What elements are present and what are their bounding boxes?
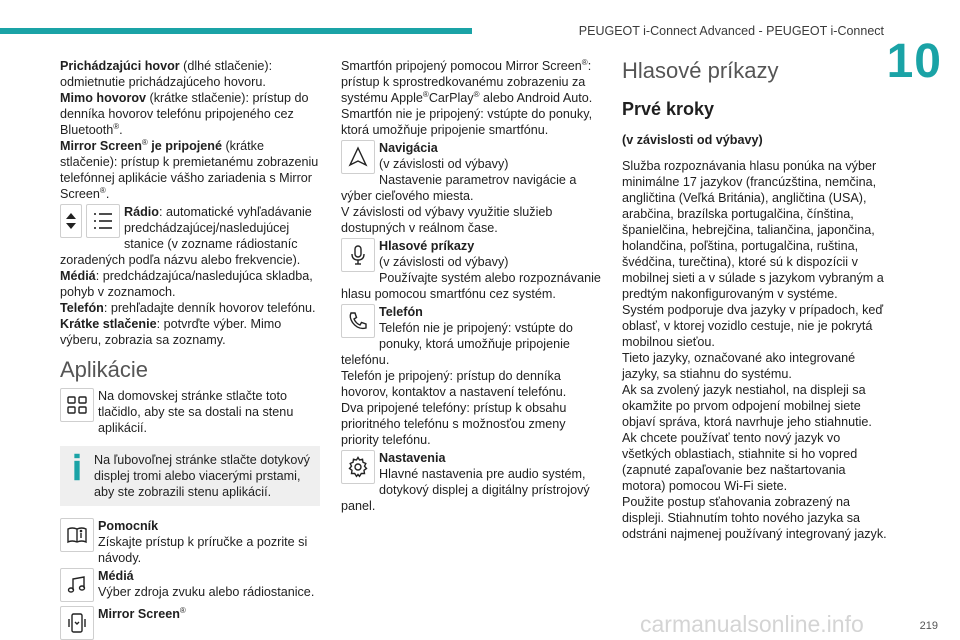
equipment-note: (v závislosti od výbavy): [622, 133, 763, 147]
info-note: Na ľubovoľnej stránke stlačte dotykový displej tromi alebo viacerými prstami, aby ste zobrazili stenu aplikácií.: [60, 446, 320, 506]
section-title-voice: Hlasové príkazy: [622, 58, 779, 83]
microphone-icon: [341, 238, 375, 272]
list-icon: [86, 204, 120, 238]
column-middle: [341, 58, 603, 514]
apps-grid-icon: [60, 388, 94, 422]
column-right: [622, 58, 892, 542]
settings-item: Nastavenia Hlavné nastavenia pre audio systém, dotykový displej a digitálny prístrojový panel.: [341, 451, 590, 513]
paragraph-phone: Telefón: prehľadajte denník hovorov telefónu.: [60, 301, 316, 315]
paragraph-mirror-connected: Mirror Screen® je pripojené (krátke stlačenie): prístup k premietanému zobrazeniu telefónnej aplikácie vášho zariadenia s Mirror Screen®.: [60, 137, 319, 201]
paragraph-incoming-call: Prichádzajúci hovor (dlhé stlačenie): odmietnutie prichádzajúceho hovoru.: [60, 59, 273, 89]
help-book-icon: [60, 518, 94, 552]
section-title-apps: Aplikácie: [60, 357, 149, 382]
gear-icon: [341, 450, 375, 484]
watermark: carmanualsonline.info: [640, 611, 864, 637]
mirror-screen-item: Mirror Screen®: [60, 606, 320, 622]
paragraph-mirror-not-connected: Smartfón nie je pripojený: vstúpte do ponuky, ktorá umožňuje pripojenie smartfónu.: [341, 107, 593, 137]
paragraph-integrated: Tieto jazyky, označované ako integrované jazyky, sa stiahnu do systému.: [622, 351, 856, 381]
paragraph-wifi: Ak chcete používať tento nový jazyk vo všetkých oblastiach, stiahnite si ho vopred (zapnuté zapaľovanie bez naštartovania motora) pomocou Wi-Fi siete.: [622, 431, 858, 493]
paragraph-media: Médiá: predchádzajúca/nasledujúca skladba, pohyb v zoznamoch.: [60, 269, 313, 299]
column-left: [60, 58, 320, 640]
phone-handset-icon: [341, 304, 375, 338]
help-item: Pomocník Získajte prístup k príručke a pozrite si návody.: [60, 518, 320, 566]
paragraph-mirror-connected-phone: Smartfón pripojený pomocou Mirror Screen®: prístup k sprostredkovanému zobrazeniu za systému Apple®CarPlay® alebo Android Auto.: [341, 57, 593, 105]
chapter-number: 10: [886, 35, 942, 88]
paragraph-no-call: Mimo hovorov (krátke stlačenie): prístup do denníka hovorov telefónu pripojeného cez Bluetooth®.: [60, 91, 309, 137]
up-down-arrows-icon: [60, 204, 82, 238]
info-icon: [66, 452, 88, 486]
navigation-arrow-icon: [341, 140, 375, 174]
mirror-screen-icon: [60, 606, 94, 640]
radio-item: Rádio: automatické vyhľadávanie predchádzajúcej/nasledujúcej stanice (v zozname rádiostaníc zoradených podľa názvu alebo frekvencie).: [60, 205, 312, 267]
navigation-item: Navigácia (v závislosti od výbavy) Nastavenie parametrov navigácie a výber cieľového miesta. V závislosti od výbavy využitie služieb dostupných v reálnom čase.: [341, 141, 577, 235]
paragraph-short-press: Krátke stlačenie: potvrďte výber. Mimo výberu, zobrazia sa zoznamy.: [60, 317, 282, 347]
phone-item: Telefón Telefón nie je pripojený: vstúpte do ponuky, ktorá umožňuje pripojenie telefónu. Telefón je pripojený: prístup do denníka hovorov, kontaktov a nastavení telefónu. Dva pripojené telefóny: prístup k obsahu prioritného telefónu s možnosťou zmeny priority telefónu.: [341, 305, 573, 447]
paragraph-procedure: Použite postup sťahovania zobrazený na displeji. Stiahnutím tohto nového jazyka sa odstráni najmenej používaný integrovaný jazyk.: [622, 495, 887, 541]
music-note-icon: [60, 568, 94, 602]
header-title: PEUGEOT i-Connect Advanced - PEUGEOT i-Connect: [578, 24, 884, 38]
voice-commands-item: Hlasové príkazy (v závislosti od výbavy) Používajte systém alebo rozpoznávanie hlasu pomocou smartfónu cez systém.: [341, 239, 601, 301]
paragraph-two-languages: Systém podporuje dva jazyky v prípadoch, keď oblasť, v ktorej vozidlo cestuje, nie je pokrytá mobilnou sieťou.: [622, 303, 884, 349]
media-item: Médiá Výber zdroja zvuku alebo rádiostanice.: [60, 568, 320, 600]
header-accent-bar: [0, 28, 472, 34]
paragraph-download-message: Ak sa zvolený jazyk nestiahol, na displeji sa okamžite po prvom odpojení mobilnej siete objaví správa, ktorá navrhuje jeho stiahnutie.: [622, 383, 872, 429]
paragraph-languages: Služba rozpoznávania hlasu ponúka na výber minimálne 17 jazykov (francúzština, nemčina, angličtina (Veľká Británia), angličtina (USA), arabčina, brazílska portugalčina, čínština, španielčina, hebrejčina, taliančina, japončina, holandčina, poľština, portugalčina, ruština, švédčina, turečtina), ktoré sú k dispozícii v mobilnej sieti a v súlade s jazykom vybraným a predtým nakonfigurovaným v systéme.: [622, 159, 884, 301]
apps-item: Na domovskej stránke stlačte toto tlačidlo, aby ste sa dostali na stenu aplikácií.: [60, 388, 320, 436]
subsection-title-first-steps: Prvé kroky: [622, 99, 715, 119]
page-number: 219: [919, 620, 938, 632]
